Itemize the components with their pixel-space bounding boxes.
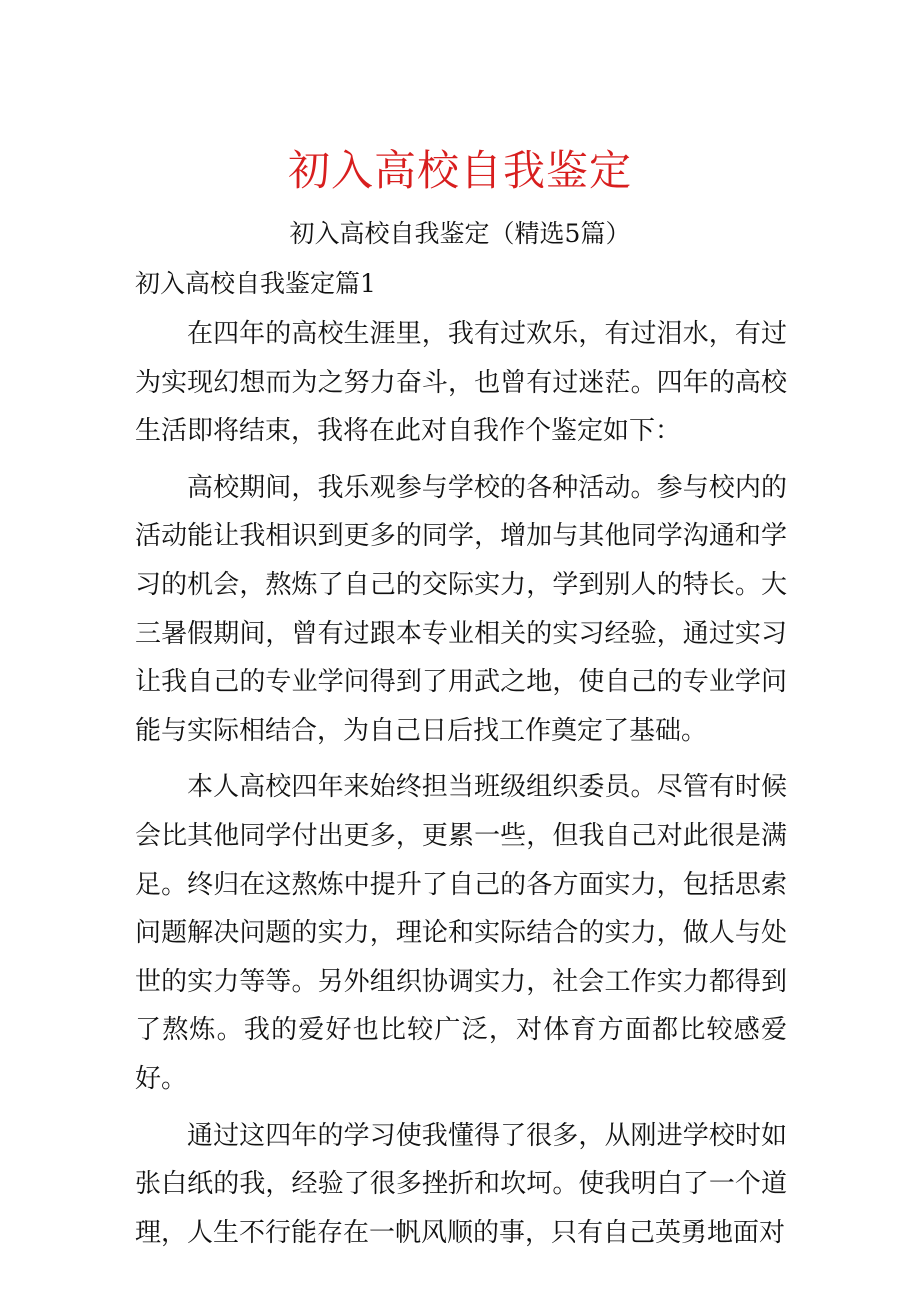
- document-subtitle: 初入高校自我鉴定（精选5篇）: [289, 219, 631, 248]
- paragraph-2: 高校期间，我乐观参与学校的各种活动。参与校内的活动能让我相识到更多的同学，增加与其他同学沟通和学习的机会，熬炼了自己的交际实力，学到别人的特长。大三暑假期间，曾有过跟本专业相关的实习经验，通过实习让我自己的专业学问得到了用武之地，使自己的专业学问能与实际相结合，为自己日后找工作奠定了基础。: [135, 472, 787, 746]
- body-text: [135, 310, 787, 1265]
- paragraph-3: 本人高校四年来始终担当班级组织委员。尽管有时候会比其他同学付出更多，更累一些，但我自己对此很是满足。终归在这熬炼中提升了自己的各方面实力，包括思索问题解决问题的实力，理论和实际结合的实力，做人与处世的实力等等。另外组织协调实力，社会工作实力都得到了熬炼。我的爱好也比较广泛，对体育方面都比较感爱好。: [135, 772, 787, 1094]
- paragraph-1: 在四年的高校生涯里，我有过欢乐，有过泪水，有过为实现幻想而为之努力奋斗，也曾有过迷茫。四年的高校生活即将结束，我将在此对自我作个鉴定如下：: [135, 319, 787, 447]
- paragraph-4: 通过这四年的学习使我懂得了很多，从刚进学校时如张白纸的我，经验了很多挫折和坎坷。使我明白了一个道理，人生不行能存在一帆风顺的事，只有自己英勇地面对: [135, 1120, 787, 1248]
- document-title: 初入高校自我鉴定: [287, 146, 632, 195]
- section-heading: 初入高校自我鉴定篇1: [135, 269, 376, 298]
